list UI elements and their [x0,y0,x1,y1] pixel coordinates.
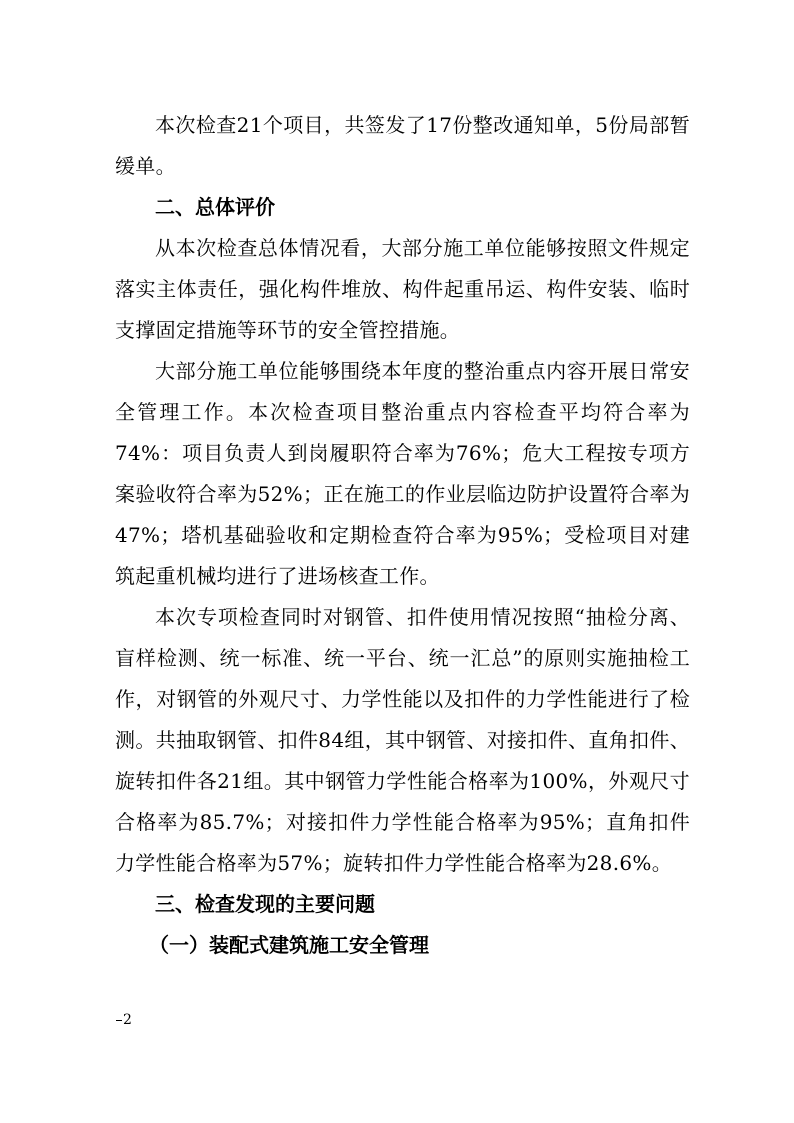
page-number-value: 2 [123,1012,132,1028]
paragraph-overall-situation: 从本次检查总体情况看，大部分施工单位能够按照文件规定落实主体责任，强化构件堆放、构件起重吊运、构件安装、临时支撑固定措施等环节的安全管控措施。 [115,236,690,342]
document-body [115,105,690,966]
paragraph-steel-pipe-sampling: 本次专项检查同时对钢管、扣件使用情况按照“抽检分离、盲样检测、统一标准、统一平台、统一汇总”的原则实施抽检工作，对钢管的外观尺寸、力学性能以及扣件的力学性能进行了检测。共抽取钢管、扣件84组，其中钢管、对接扣件、直角扣件、旋转扣件各21组。其中钢管力学性能合格率为100%，外观尺寸合格率为85.7%；对接扣件力学性能合格率为95%；直角扣件力学性能合格率为57%；旋转扣件力学性能合格率为28.6%。 [115,605,690,875]
subsection-heading-prefab-construction: （一）装配式建筑施工安全管理 [149,933,429,957]
paragraph-compliance-rates: 大部分施工单位能够围绕本年度的整治重点内容开展日常安全管理工作。本次检查项目整治重点内容检查平均符合率为74%：项目负责人到岗履职符合率为76%；危大工程按专项方案验收符合率为52%；正在施工的作业层临边防护设置符合率为47%；塔机基础验收和定期检查符合率为95%；受检项目对建筑起重机械均进行了进场核查工作。 [115,359,690,588]
section-heading-overall-evaluation: 二、总体评价 [155,195,275,219]
paragraph-inspection-summary: 本次检查21个项目，共签发了17份整改通知单，5份局部暂缓单。 [115,113,690,178]
page-number-dash [116,1020,122,1021]
page-number [116,1012,132,1028]
section-heading-main-problems: 三、检查发现的主要问题 [155,892,375,916]
